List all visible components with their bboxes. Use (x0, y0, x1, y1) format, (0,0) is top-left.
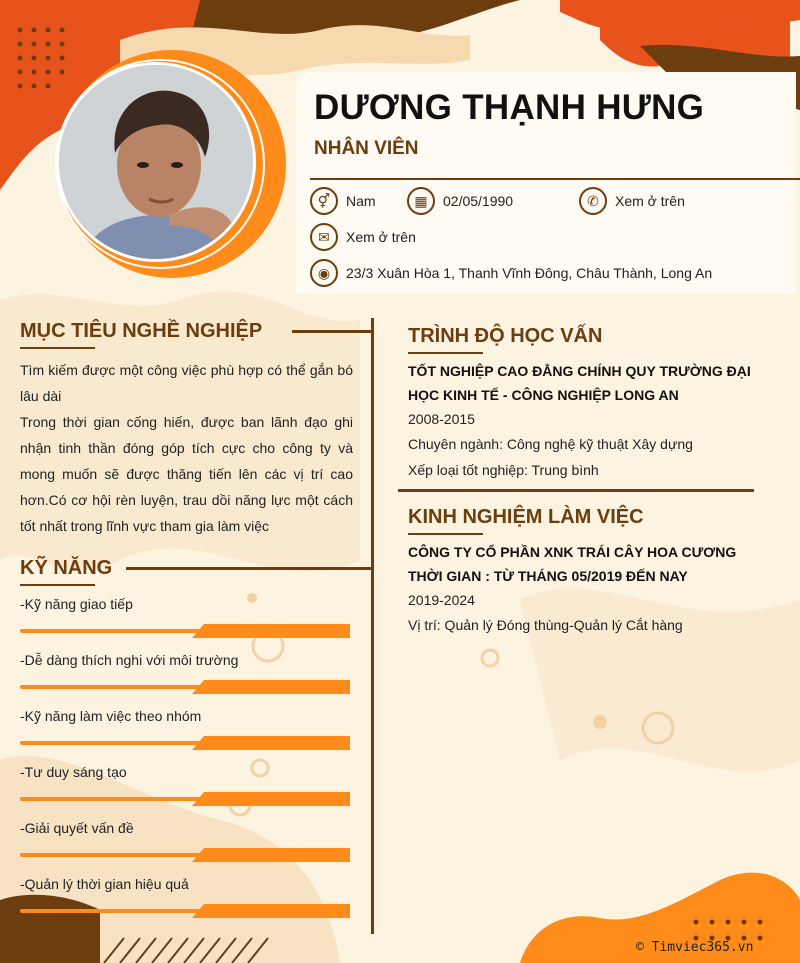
skill-item (20, 708, 350, 750)
skills-title-underline (20, 584, 95, 586)
experience-title-underline (408, 533, 483, 535)
skill-bar (20, 792, 350, 806)
skill-bar-level (192, 680, 350, 694)
skill-bar (20, 680, 350, 694)
skill-bar (20, 624, 350, 638)
skill-label: -Kỹ năng làm việc theo nhóm (20, 708, 202, 724)
info-email (310, 223, 416, 251)
skill-item (20, 652, 350, 694)
header-divider (310, 178, 800, 180)
objective-title-text: MỤC TIÊU NGHỀ NGHIỆP (20, 320, 263, 342)
skill-bar-level (192, 904, 350, 918)
education-title-text: TRÌNH ĐỘ HỌC VẤN (408, 325, 603, 347)
skills-title-line (126, 567, 372, 570)
skill-bar-level (192, 736, 350, 750)
education-title-underline (408, 352, 483, 354)
objective-title (20, 320, 262, 349)
skill-bar-level (192, 792, 350, 806)
address-value: 23/3 Xuân Hòa 1, Thanh Vĩnh Đông, Châu Thành, Long An (346, 265, 713, 281)
skill-bar-level (192, 848, 350, 862)
phone-value: Xem ở trên (615, 193, 685, 209)
phone-icon: ✆ (579, 187, 607, 215)
email-icon: ✉ (310, 223, 338, 251)
skill-item (20, 764, 350, 806)
education-major: Chuyên ngành: Công nghệ kỹ thuật Xây dựng (408, 436, 693, 452)
skills-title (20, 557, 112, 586)
info-address (310, 259, 712, 287)
experience-title (408, 506, 644, 535)
skill-bar (20, 848, 350, 862)
gender-value: Nam (346, 193, 376, 209)
email-value: Xem ở trên (346, 229, 416, 245)
skill-bar-level (192, 624, 350, 638)
skill-bar (20, 904, 350, 918)
objective-line-2: Trong thời gian cống hiến, được ban lãnh đạo ghi nhận tinh thần đóng góp tích cực cho công ty và mong muốn sẽ được thăng tiến lên các vị trí cao hơn.Có cơ hội rèn luyện, trau dồi năng lực một cách tốt nhất trong lĩnh vực tham gia làm việc (20, 414, 353, 534)
skill-label: -Quản lý thời gian hiệu quả (20, 876, 189, 892)
experience-company: CÔNG TY CỔ PHẦN XNK TRÁI CÂY HOA CƯƠNG (408, 544, 737, 560)
experience-years: 2019-2024 (408, 592, 475, 608)
skill-bar (20, 736, 350, 750)
column-divider (371, 318, 374, 934)
skill-item (20, 876, 350, 918)
objective-title-underline (20, 347, 95, 349)
right-section-divider (398, 489, 754, 492)
gender-icon: ⚥ (310, 187, 338, 215)
job-position: NHÂN VIÊN (314, 138, 419, 159)
avatar (56, 62, 256, 262)
full-name: DƯƠNG THẠNH HƯNG (314, 88, 705, 127)
education-grade: Xếp loại tốt nghiệp: Trung bình (408, 462, 599, 478)
objective-line-1: Tìm kiếm được một công việc phù hợp có thể gắn bó lâu dài (20, 362, 353, 404)
skill-item (20, 820, 350, 862)
experience-title-text: KINH NGHIỆM LÀM VIỆC (408, 506, 644, 528)
location-icon: ◉ (310, 259, 338, 287)
skills-title-text: KỸ NĂNG (20, 557, 113, 579)
skill-label: -Kỹ năng giao tiếp (20, 596, 133, 612)
info-phone (579, 187, 685, 215)
portrait-image (59, 65, 256, 262)
experience-period: THỜI GIAN : TỪ THÁNG 05/2019 ĐẾN NAY (408, 568, 688, 584)
objective-title-line (292, 330, 372, 333)
skill-label: -Giải quyết vấn đề (20, 820, 134, 836)
education-title (408, 325, 602, 354)
experience-role: Vị trí: Quản lý Đóng thùng-Quản lý Cắt hàng (408, 617, 683, 633)
info-birthdate (407, 187, 513, 215)
skill-label: -Dễ dàng thích nghi với môi trường (20, 652, 239, 668)
skill-label: -Tư duy sáng tạo (20, 764, 127, 780)
footer-watermark: © Timviec365.vn (636, 940, 754, 955)
education-years: 2008-2015 (408, 411, 475, 427)
calendar-icon: ▦ (407, 187, 435, 215)
info-gender (310, 187, 376, 215)
skill-item (20, 596, 350, 638)
education-school: TỐT NGHIỆP CAO ĐẲNG CHÍNH QUY TRƯỜNG ĐẠI HỌC KINH TẾ - CÔNG NGHIỆP LONG AN (408, 363, 751, 403)
birthdate-value: 02/05/1990 (443, 193, 514, 209)
